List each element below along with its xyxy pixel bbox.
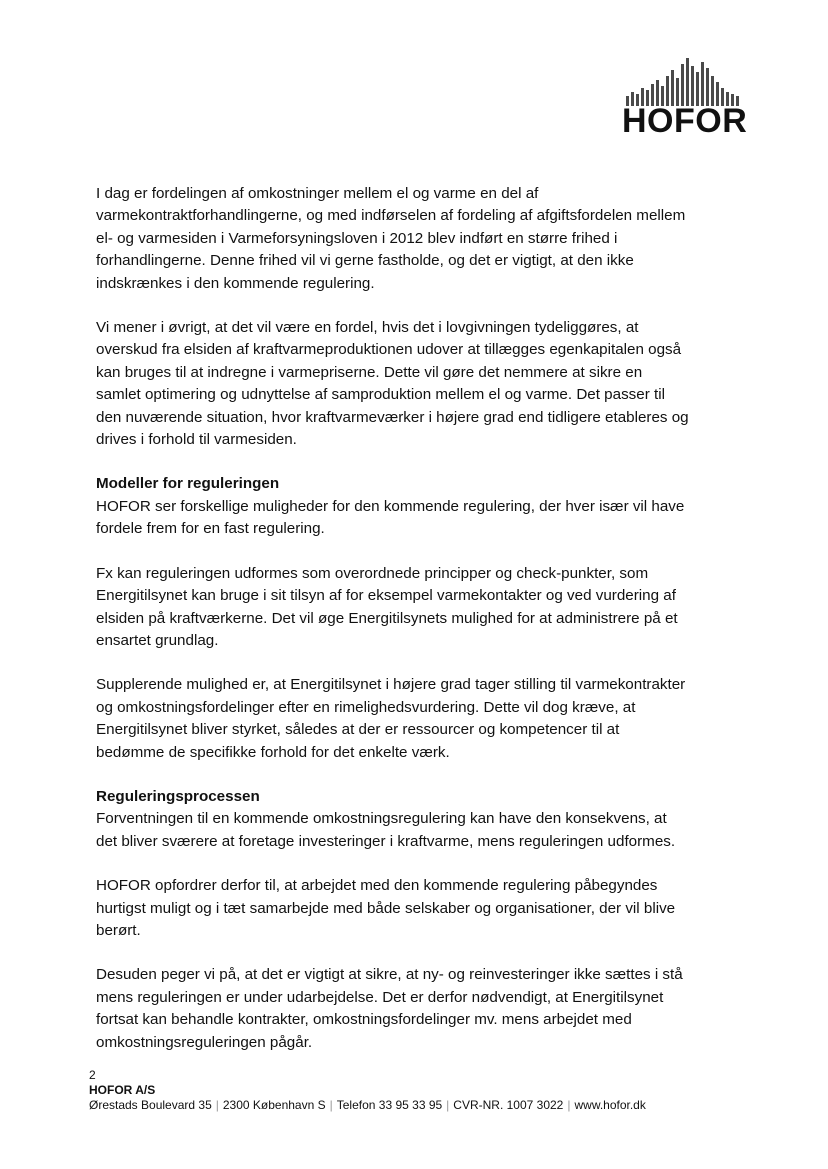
logo-bar	[706, 68, 709, 106]
paragraph-6: Forventningen til en kommende omkostningsregulering kan have den konsekvens, at det bliver sværere at foretage investeringer i kraftvarme, mens reguleringen udformes.	[96, 810, 676, 850]
address: Ørestads Boulevard 35	[89, 1098, 212, 1112]
paragraph-2: Vi mener i øvrigt, at det vil være en fordel, hvis det i lovgivningen tydeliggøres, at overskud fra elsiden af kraftvarmeproduktionen udover at tillægges egenkapitalen også kan bruges til at indregne i varmepriserne. Dette vil gøre det nemmere at sikre en samlet optimering og udnyttelse af samproduktion mellem el og varme. Det passer til den nuværende situation, hvor kraftvarmeværker i højere grad end tidligere etableres og drives i forhold til varmesiden.	[96, 319, 689, 449]
paragraph-5: Supplerende mulighed er, at Energitilsynet i højere grad tager stilling til varmekontrakter og omkostningsfordelinger efter en rimelighedsvurdering. Dette vil dog kræve, at Energitilsynet bliver styrket, således at der er ressourcer og kompetencer til at bedømme de specifikke forhold for det enkelte værk.	[96, 676, 686, 761]
logo-bar	[696, 72, 699, 106]
hofor-logo	[622, 56, 752, 140]
company-name: HOFOR A/S	[89, 1083, 156, 1097]
logo-bar	[701, 62, 704, 106]
logo-bar	[681, 64, 684, 106]
page-number: 2	[89, 1068, 96, 1082]
logo-bar	[671, 70, 674, 106]
paragraph-4: Fx kan reguleringen udformes som overordnede principper og check-punkter, som Energitilsynet kan bruge i sit tilsyn af for eksempel varmekontakter og ved vurdering af elsiden på kraftværkerne. Det vil øge Energitilsynets mulighed for at administrere på et ensartet grundlag.	[96, 564, 678, 649]
phone: Telefon 33 95 33 95	[336, 1098, 443, 1112]
contact-line: Ørestads Boulevard 35 | 2300 København S | Telefon 33 95 33 95 | CVR-NR. 1007 3022 | www.hofor.dk	[89, 1098, 646, 1112]
cvr-number: CVR-NR. 1007 3022	[453, 1098, 564, 1112]
paragraph-3: HOFOR ser forskellige muligheder for den kommende regulering, der hver især vil have fordele frem for en fast regulering.	[96, 497, 685, 538]
heading-modeller: Modeller for reguleringen	[96, 475, 280, 493]
website-link[interactable]: www.hofor.dk	[574, 1098, 646, 1112]
paragraph-7: HOFOR opfordrer derfor til, at arbejdet med den kommende regulering påbegyndes hurtigst muligt og i tæt samarbejde med både selskaber og organisationer, der vil blive berørt.	[96, 877, 676, 939]
heading-reguleringsprocessen: Reguleringsprocessen	[96, 787, 260, 805]
logo-bar	[691, 66, 694, 106]
paragraph-1: I dag er fordelingen af omkostninger mellem el og varme en del af varmekontraktforhandlingerne, og med indførselen af fordeling af afgiftsfordelen mellem el- og varmesiden i Varmeforsyningsloven i 2012 blev indført en større frihed i forhandlingerne. Denne frihed vil vi gerne fastholde, og det er vigtigt, at den ikke indskrænkes i den kommende regulering.	[96, 185, 686, 292]
letter-body	[96, 183, 701, 1076]
logo-wordmark: HOFOR	[622, 102, 748, 140]
logo-bar	[686, 58, 689, 106]
city: 2300 København S	[222, 1098, 326, 1112]
page-footer	[89, 1068, 646, 1113]
paragraph-8: Desuden peger vi på, at det er vigtigt at sikre, at ny- og reinvesteringer ikke sættes i stå mens reguleringen er under udarbejdelse. Det er derfor nødvendigt, at Energitilsynet fortsat kan behandle kontrakter, omkostningsfordelinger mv. mens arbejdet med omkostningsreguleringen pågår.	[96, 966, 683, 1051]
logo-bars-graphic	[626, 56, 748, 106]
